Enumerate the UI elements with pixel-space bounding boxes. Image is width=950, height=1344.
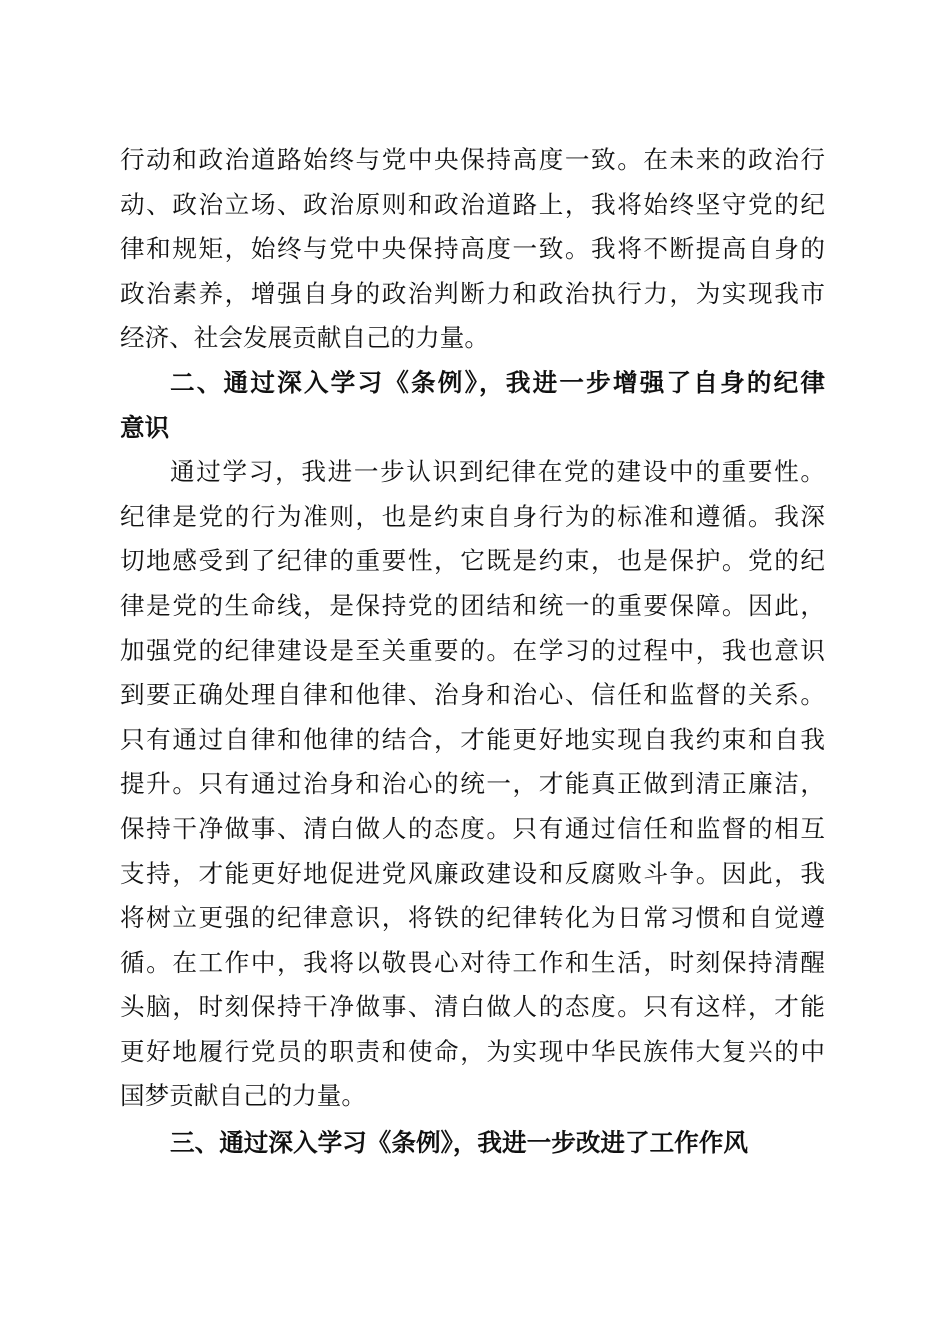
heading-line: 三、通过深入学习《条例》，我进一步改进了工作作风 [170,1128,748,1158]
body-line: 提升。只有通过治身和治心的统一，才能真正做到清正廉洁， [120,769,825,799]
body-line: 支持，才能更好地促进党风廉政建设和反腐败斗争。因此，我 [120,858,825,888]
body-line: 经济、社会发展贡献自己的力量。 [120,323,489,353]
body-line: 到要正确处理自律和他律、治身和治心、信任和监督的关系。 [120,680,825,710]
body-line: 只有通过自律和他律的结合，才能更好地实现自我约束和自我 [120,724,825,754]
body-line: 切地感受到了纪律的重要性，它既是约束，也是保护。党的纪 [120,546,825,576]
paragraph-political-alignment [120,138,825,361]
body-line: 国梦贡献自己的力量。 [120,1081,366,1111]
body-line: 律和规矩，始终与党中央保持高度一致。我将不断提高自身的 [120,234,825,264]
body-line: 动、政治立场、政治原则和政治道路上，我将始终坚守党的纪 [120,189,825,219]
heading-line: 意识 [120,412,170,442]
body-line: 更好地履行党员的职责和使命，为实现中华民族伟大复兴的中 [120,1036,825,1066]
body-line: 行动和政治道路始终与党中央保持高度一致。在未来的政治行 [120,145,825,174]
section-heading-work-style [120,1121,825,1166]
document-body [120,138,825,1166]
body-line: 通过学习，我进一步认识到纪律在党的建设中的重要性。 [170,457,825,487]
body-line: 循。在工作中，我将以敬畏心对待工作和生活，时刻保持清醒 [120,947,825,977]
section-heading-discipline [120,361,825,450]
body-line: 律是党的生命线，是保持党的团结和统一的重要保障。因此， [120,590,825,620]
body-line: 政治素养，增强自身的政治判断力和政治执行力，为实现我市 [120,278,825,308]
paragraph-discipline-awareness [120,450,825,1119]
body-line: 保持干净做事、清白做人的态度。只有通过信任和监督的相互 [120,813,825,843]
body-line: 加强党的纪律建设是至关重要的。在学习的过程中，我也意识 [120,635,825,665]
body-line: 将树立更强的纪律意识，将铁的纪律转化为日常习惯和自觉遵 [120,903,825,933]
body-line: 头脑，时刻保持干净做事、清白做人的态度。只有这样，才能 [120,992,825,1022]
heading-line: 二、通过深入学习《条例》，我进一步增强了自身的纪律 [170,367,825,397]
body-line: 纪律是党的行为准则，也是约束自身行为的标准和遵循。我深 [120,501,825,531]
